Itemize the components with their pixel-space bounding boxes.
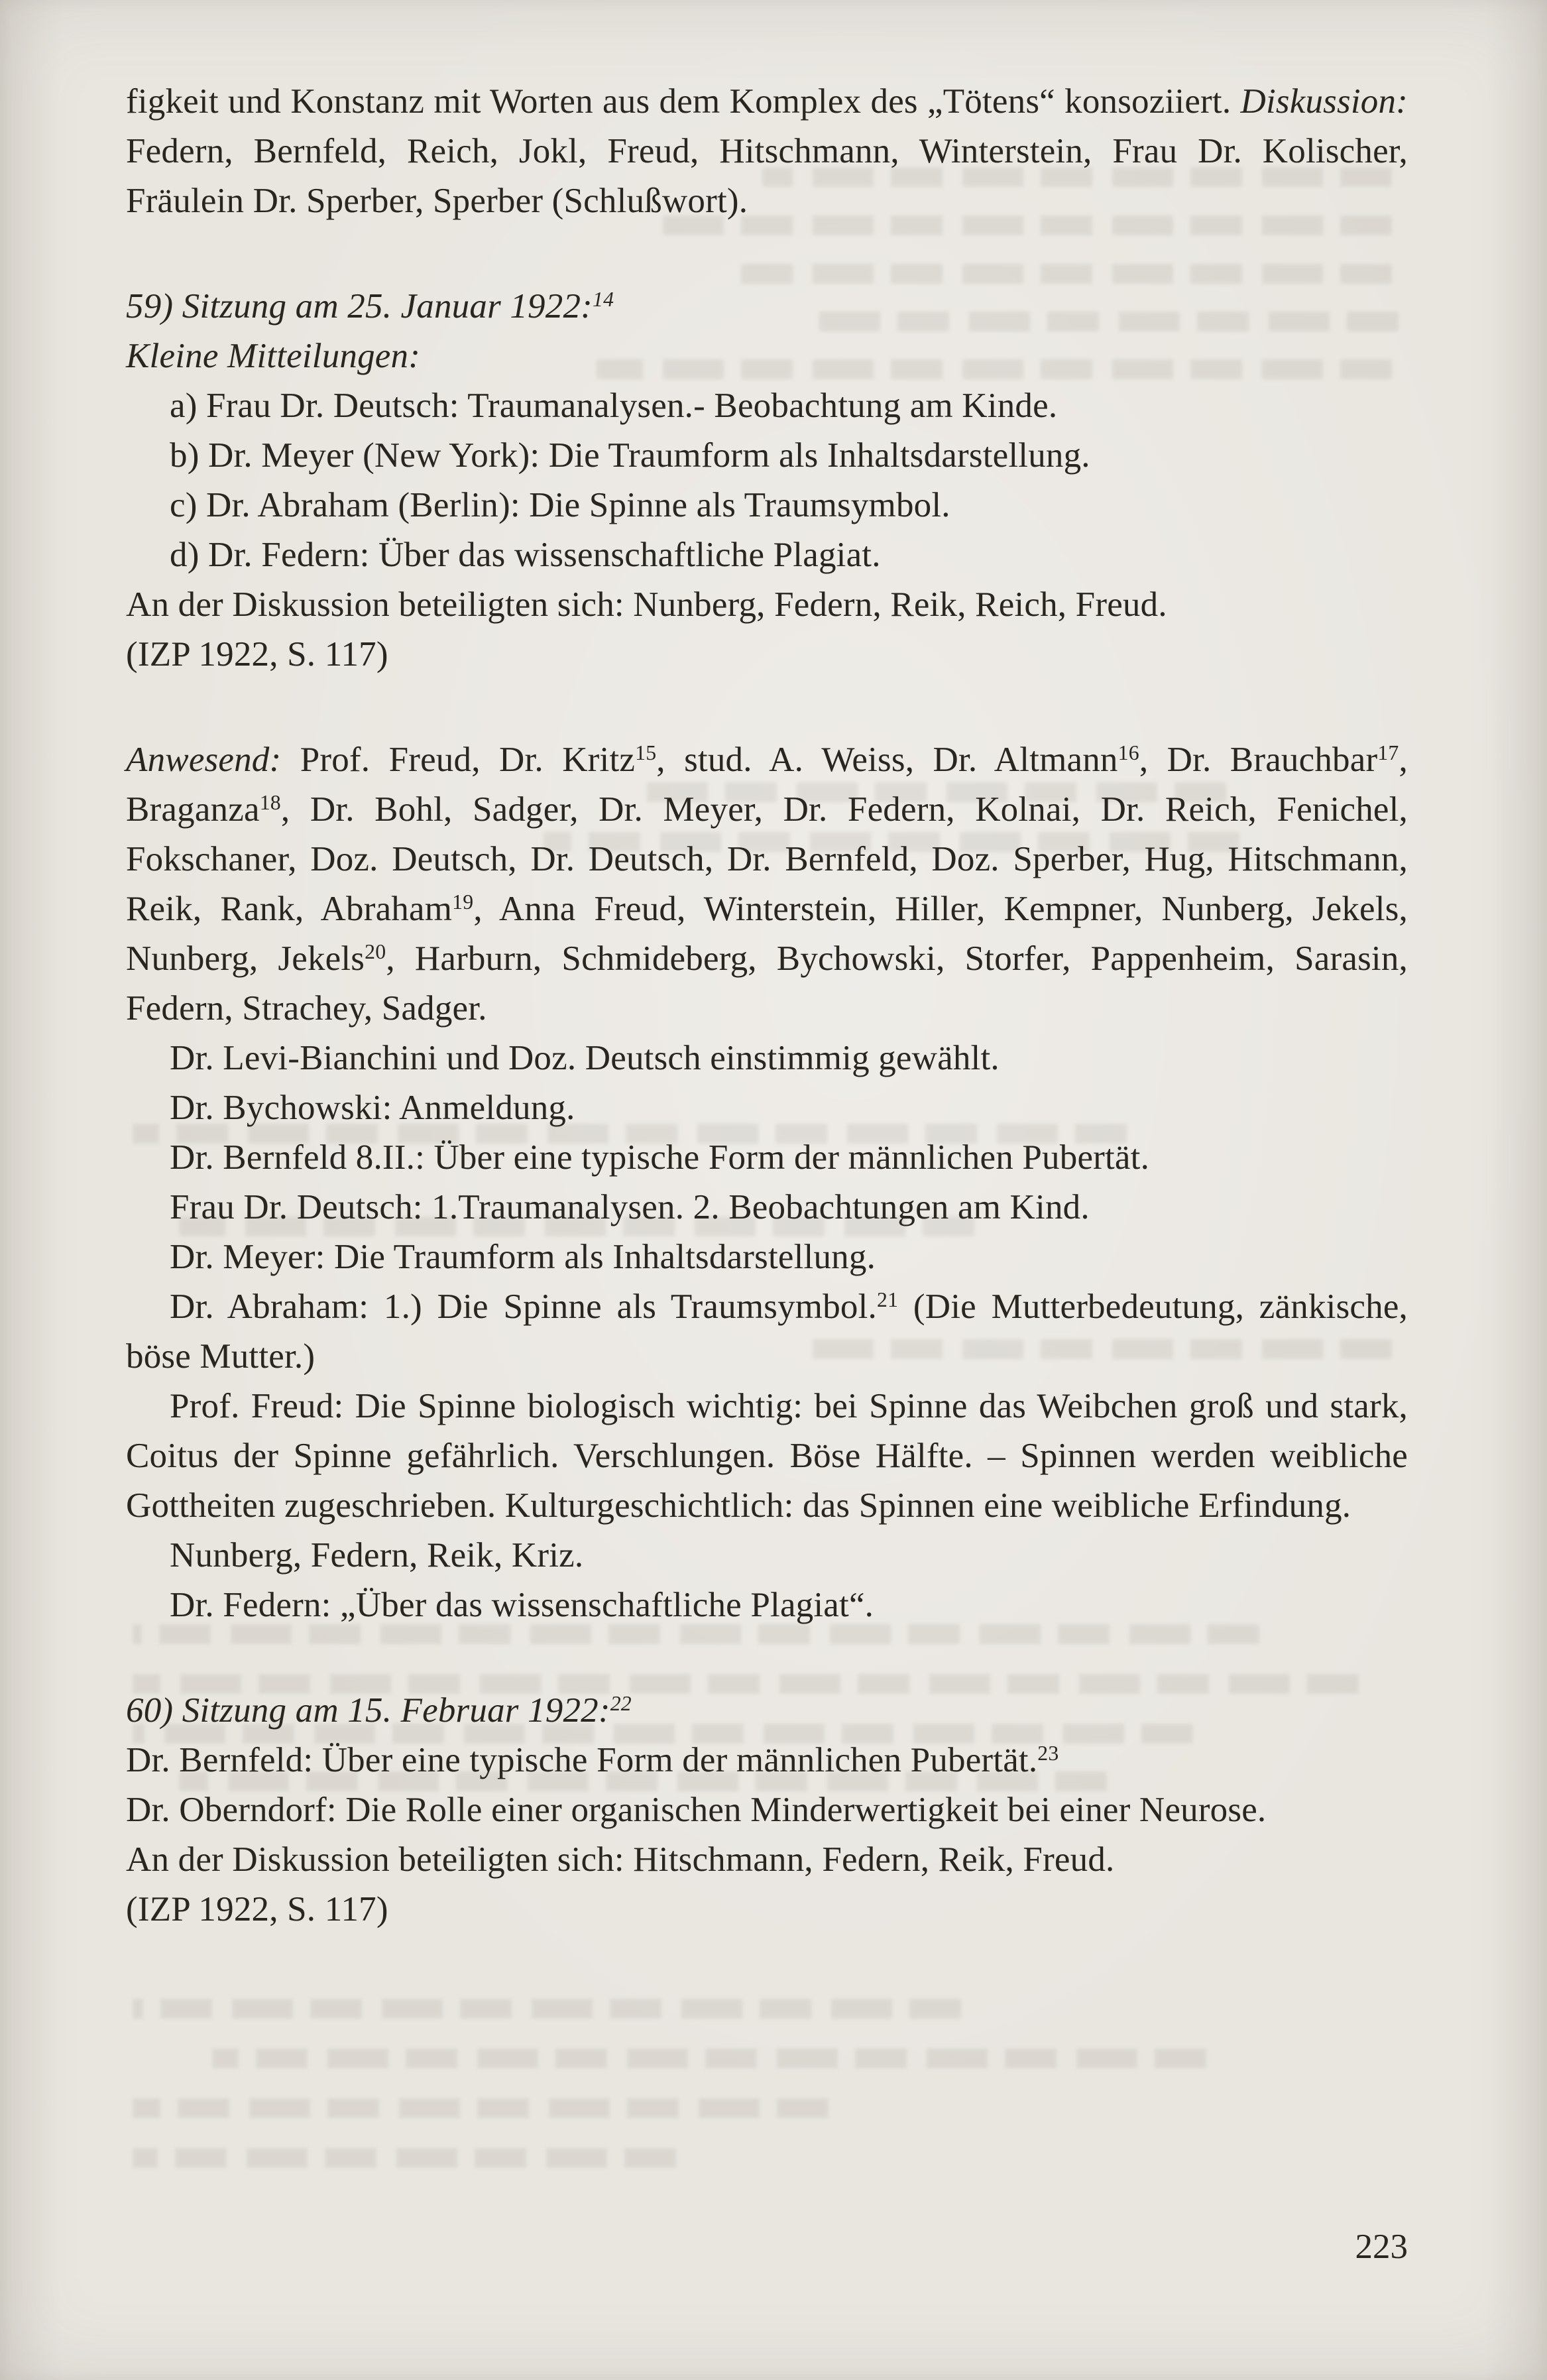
attendance-entry: Dr. Levi-Bianchini und Doz. Deutsch einstimmig gewählt. xyxy=(170,1039,1000,1077)
attendance-entry: Dr. Meyer: Die Traumform als Inhaltsdarstellung. xyxy=(170,1238,876,1276)
attendance-entry: Dr. Bernfeld 8.II.: Über eine typische Form der männlichen Pubertät. xyxy=(170,1138,1150,1177)
session-60-heading: 60) Sitzung am 15. Februar 1922:$^{22}$ xyxy=(126,1691,632,1730)
session-59-discussion: An der Diskussion beteiligten sich: Nunberg, Federn, Reik, Reich, Freud. xyxy=(126,585,1167,624)
attendance-entry: Dr. Abraham: 1.) Die Spinne als Traumsymbol.$^{21}$ (Die Mutterbedeutung, zänkische, böse Mutter.) xyxy=(126,1287,1408,1376)
attendance-entry: Dr. Bychowski: Anmeldung. xyxy=(170,1089,575,1127)
session-59-item-a: a) Frau Dr. Deutsch: Traumanalysen.- Beobachtung am Kinde. xyxy=(170,387,1058,425)
attendance-entry: Prof. Freud: Die Spinne biologisch wichtig: bei Spinne das Weibchen groß und stark, Coitus der Spinne gefährlich. Verschlungen. Böse Hälfte. – Spinnen werden weibliche Gottheiten zugeschrieben. Kulturgeschichtlich: das Spinnen eine weibliche Erfindung. xyxy=(126,1387,1408,1525)
session-60-line-bernfeld: Dr. Bernfeld: Über eine typische Form der männlichen Pubertät.$^{23}$ xyxy=(126,1741,1059,1779)
session-59-source: (IZP 1922, S. 117) xyxy=(126,635,388,674)
attendance-paragraph: Anwesend: Prof. Freud, Dr. Kritz$^{15}$, stud. A. Weiss, Dr. Altmann$^{16}$, Dr. Brauchbar$^{17}$, Braganza$^{18}$, Dr. Bohl, Sadger, Dr. Meyer, Dr. Federn, Kolnai, Dr. Reich, Fenichel, Fokschaner, Doz. Deutsch, Dr. Deutsch, Dr. Bernfeld, Doz. Sperber, Hug, Hitschmann, Reik, Rank, Abraham$^{19}$, Anna Freud, Winterstein, Hiller, Kempner, Nunberg, Jekels, Nunberg, Jekels$^{20}$, Harburn, Schmideberg, Bychowski, Storfer, Pappenheim, Sarasin, Federn, Strachey, Sadger. xyxy=(126,741,1408,1028)
session-60-section xyxy=(126,1686,1408,1934)
session-59-item-d: d) Dr. Federn: Über das wissenschaftliche Plagiat. xyxy=(170,536,881,574)
continued-paragraph: figkeit und Konstanz mit Worten aus dem Komplex des „Tötens“ konsoziiert. Diskussion: Federn, Bernfeld, Reich, Jokl, Freud, Hitschmann, Winterstein, Frau Dr. Kolischer, Fräulein Dr. Sperber, Sperber (Schlußwort). xyxy=(126,82,1408,220)
session-60-discussion: An der Diskussion beteiligten sich: Hitschmann, Federn, Reik, Freud. xyxy=(126,1840,1115,1879)
attendance-section xyxy=(126,735,1408,1630)
attendance-entry: Nunberg, Federn, Reik, Kriz. xyxy=(170,1536,584,1575)
session-59-item-c: c) Dr. Abraham (Berlin): Die Spinne als Traumsymbol. xyxy=(170,486,950,524)
session-60-line-oberndorf: Dr. Oberndorf: Die Rolle einer organischen Minderwertigkeit bei einer Neurose. xyxy=(126,1791,1267,1829)
session-59-heading: 59) Sitzung am 25. Januar 1922:$^{14}$ xyxy=(126,287,614,326)
session-59-subheading: Kleine Mitteilungen: xyxy=(126,337,421,375)
attendance-entry: Dr. Federn: „Über das wissenschaftliche Plagiat“. xyxy=(170,1586,874,1624)
attendance-entry: Frau Dr. Deutsch: 1.Traumanalysen. 2. Beobachtungen am Kind. xyxy=(170,1188,1090,1226)
page-number: 223 xyxy=(1355,2228,1408,2266)
page-text-block xyxy=(126,77,1408,1934)
session-59-item-b: b) Dr. Meyer (New York): Die Traumform als Inhaltsdarstellung. xyxy=(170,436,1090,475)
session-60-source: (IZP 1922, S. 117) xyxy=(126,1890,388,1929)
session-59-section xyxy=(126,282,1408,680)
